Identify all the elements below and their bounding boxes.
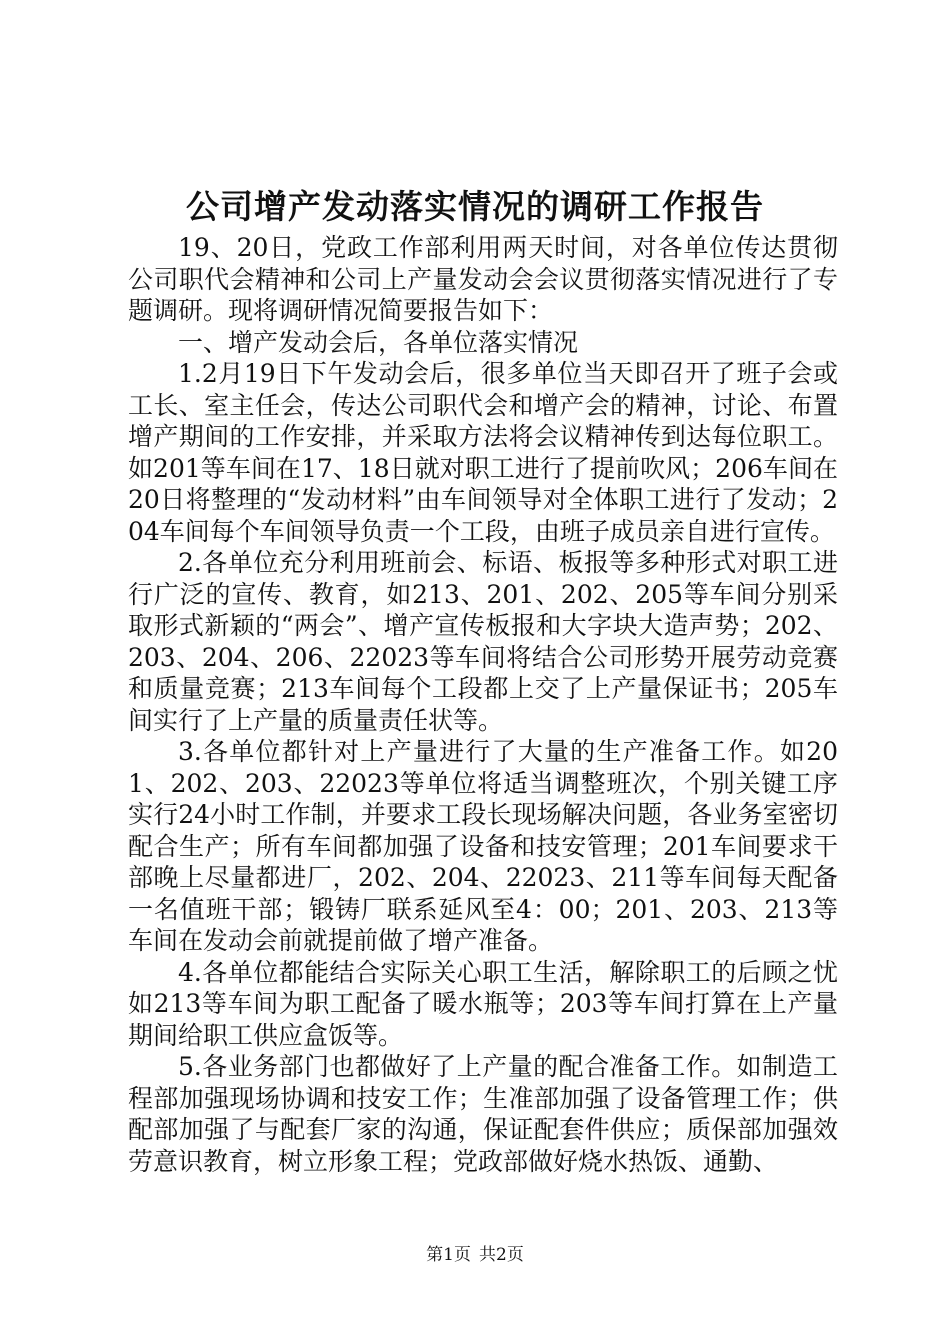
item-paragraph-5: 5.各业务部门也都做好了上产量的配合准备工作。如制造工程部加强现场协调和技安工作；生准部加强了设备管理工作；供配部加强了与配套厂家的沟通，保证配套件供应；质保部加强效劳意识教育，树立形象工程；党政部做好烧水热饭、通勤、 bbox=[128, 1052, 838, 1176]
item-paragraph-4: 4.各单位都能结合实际关心职工生活，解除职工的后顾之忧如213等车间为职工配备了暖水瓶等；203等车间打算在上产量期间给职工供应盒饭等。 bbox=[128, 957, 838, 1050]
section-heading: 一、增产发动会后，各单位落实情况 bbox=[178, 327, 579, 357]
item-paragraph-1: 1.2月19日下午发动会后，很多单位当天即召开了班子会或工长、室主任会，传达公司职代会和增产会的精神，讨论、布置增产期间的工作安排，并采取方法将会议精神传到达每位职工。如201等车间在17、18日就对职工进行了提前吹风；206车间在20日将整理的“发动材料”由车间领导对全体职工进行了发动；204车间每个车间领导负责一个工段，由班子成员亲自进行宣传。 bbox=[128, 359, 838, 546]
page-footer bbox=[0, 1244, 950, 1266]
document-title: 公司增产发动落实情况的调研工作报告 bbox=[186, 187, 764, 226]
page-number: 第1页 bbox=[426, 1245, 471, 1265]
item-paragraph-3: 3.各单位都针对上产量进行了大量的生产准备工作。如201、202、203、22023等单位将适当调整班次，个别关键工序实行24小时工作制，并要求工段长现场解决问题，各业务室密切配合生产；所有车间都加强了设备和技安管理；201车间要求干部晚上尽量都进厂，202、204、22023、211等车间每天配备一名值班干部；锻铸厂联系延风至4：00；201、203、213等车间在发动会前就提前做了增产准备。 bbox=[128, 737, 838, 955]
document-body bbox=[128, 232, 838, 1177]
page-total: 共2页 bbox=[479, 1245, 524, 1265]
item-paragraph-2: 2.各单位充分利用班前会、标语、板报等多种形式对职工进行广泛的宣传、教育，如213、201、202、205等车间分别采取形式新颖的“两会”、增产宣传板报和大字块大造声势；202、203、204、206、22023等车间将结合公司形势开展劳动竞赛和质量竞赛；213车间每个工段都上交了上产量保证书；205车间实行了上产量的质量责任状等。 bbox=[128, 548, 838, 735]
intro-paragraph: 19、20日，党政工作部利用两天时间，对各单位传达贯彻公司职代会精神和公司上产量发动会会议贯彻落实情况进行了专题调研。现将调研情况简要报告如下： bbox=[128, 233, 838, 325]
